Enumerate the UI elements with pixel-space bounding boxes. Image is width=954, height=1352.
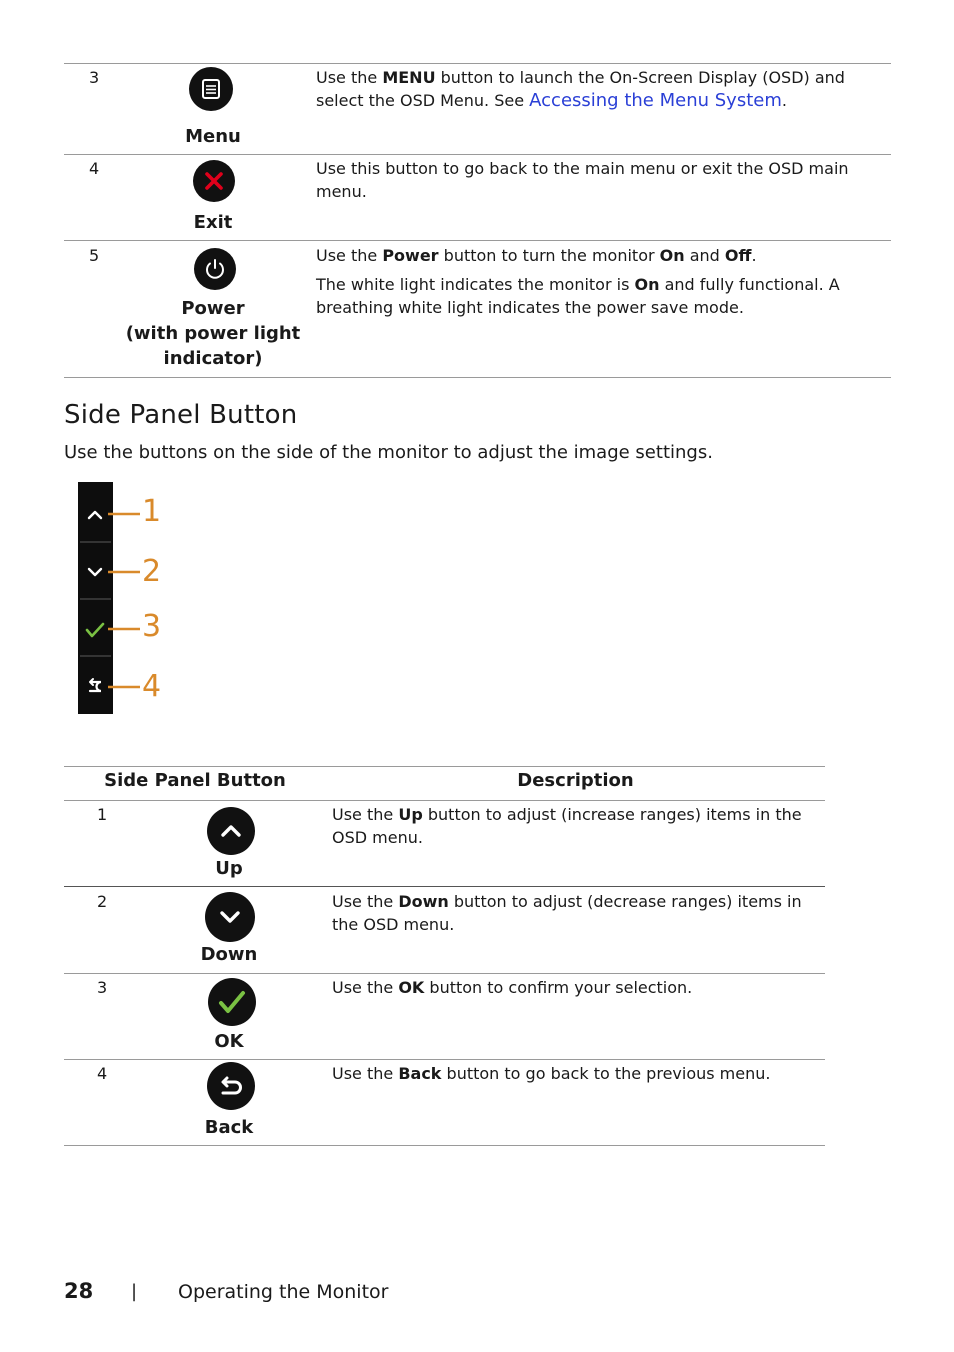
- button-label-exit: Exit: [193, 212, 233, 233]
- column-header-description: Description: [517, 770, 634, 791]
- row-description: Use the OK button to confirm your selection.: [332, 978, 693, 997]
- row-divider: [64, 973, 825, 974]
- table-bottom-border: [64, 377, 891, 378]
- row-description: Use the Up button to adjust (increase ranges) items in the OSD menu.: [332, 805, 802, 847]
- button-label-back: Back: [204, 1117, 254, 1138]
- row-number: 4: [89, 159, 100, 178]
- page-number: 28: [64, 1279, 94, 1303]
- row-divider: [64, 154, 891, 155]
- callout-number: 1: [142, 494, 162, 529]
- button-label-up: Up: [215, 858, 243, 879]
- header-divider: [64, 800, 825, 801]
- section-intro: Use the buttons on the side of the monitor to adjust the image settings.: [64, 442, 713, 463]
- row-description: Use the Down button to adjust (decrease ranges) items in the OSD menu.: [332, 892, 802, 934]
- exit-x-icon: [193, 160, 235, 202]
- callout-number: 4: [142, 669, 162, 704]
- button-label-down: Down: [200, 944, 258, 965]
- row-number: 4: [97, 1064, 108, 1083]
- row-number: 5: [89, 246, 100, 265]
- menu-icon: [189, 67, 233, 111]
- column-header-button: Side Panel Button: [104, 770, 286, 791]
- row-divider: [64, 1059, 825, 1060]
- row-description: Use the MENU button to launch the On-Screen Display (OSD) and select the OSD Menu. See Accessing the Menu System.: [316, 68, 845, 111]
- row-divider: [64, 886, 825, 887]
- table-bottom-border: [64, 1145, 825, 1146]
- row-description: Use the Power button to turn the monitor On and Off. The white light indicates the monitor is On and fully functional. A breathing white light indicates the power save mode.: [316, 246, 840, 317]
- section-title: Side Panel Button: [64, 400, 298, 430]
- check-icon: [208, 978, 256, 1026]
- row-number: 3: [89, 68, 100, 87]
- button-label-menu: Menu: [185, 126, 241, 147]
- row-number: 2: [97, 892, 108, 911]
- footer-separator: |: [131, 1281, 138, 1302]
- side-panel-illustration: [78, 482, 178, 716]
- callout-number: 2: [142, 554, 162, 589]
- button-label-power: Power (with power light indicator): [125, 298, 301, 369]
- table-top-border: [64, 766, 825, 767]
- table-top-border: [64, 63, 891, 64]
- callout-number: 3: [142, 609, 162, 644]
- accessing-menu-link[interactable]: Accessing the Menu System: [529, 90, 782, 111]
- power-icon: [194, 248, 236, 290]
- button-label-ok: OK: [214, 1031, 244, 1052]
- row-divider: [64, 240, 891, 241]
- down-chevron-icon: [205, 892, 255, 942]
- row-number: 3: [97, 978, 108, 997]
- row-description: Use this button to go back to the main menu or exit the OSD main menu.: [316, 159, 849, 201]
- up-chevron-icon: [207, 807, 255, 855]
- row-number: 1: [97, 805, 108, 824]
- row-description: Use the Back button to go back to the previous menu.: [332, 1064, 771, 1083]
- back-arrow-icon: [207, 1062, 255, 1110]
- footer-section-name: Operating the Monitor: [178, 1281, 389, 1303]
